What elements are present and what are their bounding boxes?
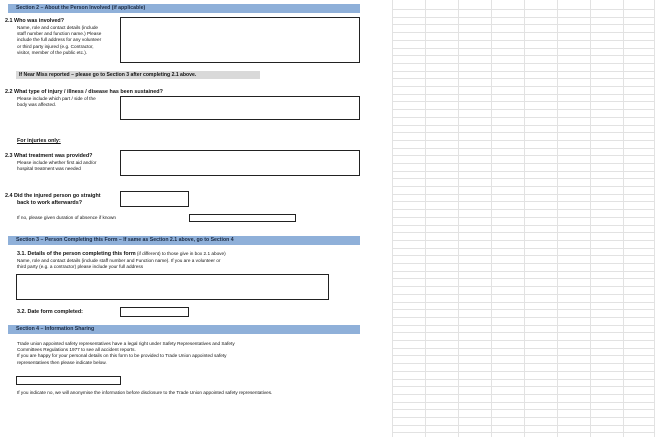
grid-row-line	[392, 355, 655, 356]
grid-row-line	[392, 63, 655, 64]
grid-row-line	[392, 71, 655, 72]
grid-row-line	[392, 255, 655, 256]
grid-row-line	[392, 278, 655, 279]
grid-row-line	[392, 48, 655, 49]
grid-row-line	[392, 201, 655, 202]
section-4-header: Section 4 – Information Sharing	[8, 325, 360, 334]
q22-help	[17, 96, 96, 108]
grid-row-line	[392, 9, 655, 10]
q22-answer-box[interactable]	[120, 96, 360, 120]
grid-row-line	[392, 40, 655, 41]
section-4-footer: If you indicate no, we will anonymise the information before disclosure to the Trade Union appointed safety representatives.	[17, 390, 273, 395]
q22-help-line: body was affected.	[17, 102, 57, 108]
grid-row-line	[392, 302, 655, 303]
grid-row-line	[392, 186, 655, 187]
section-4-line: Committees Regulations 1977 to see all accident reports.	[17, 347, 136, 353]
q21-title: 2.1 Who was involved?	[5, 18, 65, 24]
grid-row-line	[392, 171, 655, 172]
grid-row-line	[392, 379, 655, 380]
grid-row-line	[392, 225, 655, 226]
q31-help-line: Name, role and contact details (include staff number and Function name). If you are a volunteer or	[17, 258, 221, 263]
q32-date-box[interactable]	[120, 307, 189, 317]
q21-answer-box[interactable]	[120, 17, 360, 63]
q22-help-line: Please include which part / side of the	[17, 96, 96, 101]
q24-absence-box[interactable]	[189, 214, 296, 222]
grid-row-line	[392, 17, 655, 18]
q21-help-line: visitor, member of the public etc.).	[17, 49, 88, 55]
q32-title: 3.2. Date form completed:	[17, 309, 83, 315]
grid-row-line	[392, 240, 655, 241]
grid-row-line	[392, 371, 655, 372]
q24-title-line1: 2.4 Did the injured person go straight	[5, 193, 101, 199]
section-4-paragraph	[17, 341, 235, 366]
q31-help-line: third party (e.g. a contractor) please include your full address	[17, 264, 144, 270]
q31-help	[17, 258, 220, 270]
q23-help	[17, 160, 96, 172]
grid-row-line	[392, 148, 655, 149]
q31-title	[17, 251, 226, 257]
q24-title-line2: back to work afterwards?	[17, 200, 83, 206]
grid-row-line	[392, 340, 655, 341]
section-4-line: representatives then please indicate below.	[17, 359, 107, 365]
q21-help-line: or third party injured (e.g. Contractor,	[17, 43, 94, 49]
grid-row-line	[392, 117, 655, 118]
q23-help-line: hospital treatment was needed	[17, 166, 81, 172]
section-3-header: Section 3 – Person Completing this Form – If same as Section 2.1 above, go to Section 4	[8, 236, 360, 245]
grid-row-line	[392, 425, 655, 426]
grid-row-line	[392, 86, 655, 87]
q21-help-line: include the full address for any volunteer	[17, 37, 102, 43]
grid-row-line	[392, 155, 655, 156]
grid-row-line	[392, 394, 655, 395]
grid-row-line	[392, 163, 655, 164]
grid-row-line	[392, 24, 655, 25]
grid-row-line	[392, 286, 655, 287]
grid-row-line	[392, 432, 655, 433]
grid-row-line	[392, 348, 655, 349]
grid-row-line	[392, 125, 655, 126]
grid-row-line	[392, 78, 655, 79]
grid-row-line	[392, 386, 655, 387]
grid-row-line	[392, 363, 655, 364]
q21-help-line: staff number and function name.) Please	[17, 31, 102, 37]
grid-row-line	[392, 55, 655, 56]
grid-row-line	[392, 309, 655, 310]
q21-help-line: Name, role and contact details (include	[17, 25, 99, 30]
grid-row-line	[392, 409, 655, 410]
q24-absence-label: If no, please given duration of absence if known	[17, 215, 117, 220]
section-4-line: Trade union appointed safety representatives have a legal right under Safety Representatives and Safety	[17, 341, 235, 346]
section-2-header: Section 2 – About the Person Involved (if applicable)	[8, 4, 360, 13]
q24-answer-box[interactable]	[120, 191, 189, 207]
grid-row-line	[392, 417, 655, 418]
grid-row-line	[392, 194, 655, 195]
grid-row-line	[392, 101, 655, 102]
grid-row-line	[392, 248, 655, 249]
grid-row-line	[392, 94, 655, 95]
grid-row-line	[392, 263, 655, 264]
injuries-only-label: For injuries only:	[17, 138, 61, 144]
grid-row-line	[392, 325, 655, 326]
q31-answer-box[interactable]	[16, 274, 329, 300]
grid-row-line	[392, 402, 655, 403]
info-sharing-answer-box[interactable]	[16, 376, 121, 385]
grid-row-line	[392, 294, 655, 295]
grid-row-line	[392, 217, 655, 218]
spreadsheet-grid	[392, 0, 655, 437]
q31-title-note: (if different) to those give in box 2.1 above)	[135, 251, 226, 256]
grid-row-line	[392, 271, 655, 272]
q21-help	[17, 25, 101, 56]
grid-row-line	[392, 140, 655, 141]
grid-row-line	[392, 32, 655, 33]
grid-row-line	[392, 132, 655, 133]
grid-row-line	[392, 317, 655, 318]
q23-help-line: Please include whether first aid and/or	[17, 160, 97, 165]
q23-title: 2.3 What treatment was provided?	[5, 153, 93, 159]
grid-row-line	[392, 209, 655, 210]
near-miss-note: If Near Miss reported – please go to Section 3 after completing 2.1 above.	[16, 71, 260, 79]
q22-title: 2.2 What type of injury / illness / disease has been sustained?	[5, 89, 163, 95]
grid-row-line	[392, 109, 655, 110]
q31-title-main: 3.1. Details of the person completing this form	[17, 251, 136, 257]
grid-row-line	[392, 232, 655, 233]
section-4-line: If you are happy for your personal details on this form to be provided to Trade Union appointed safety	[17, 353, 227, 359]
grid-row-line	[392, 178, 655, 179]
q23-answer-box[interactable]	[120, 150, 360, 176]
grid-row-line	[392, 332, 655, 333]
